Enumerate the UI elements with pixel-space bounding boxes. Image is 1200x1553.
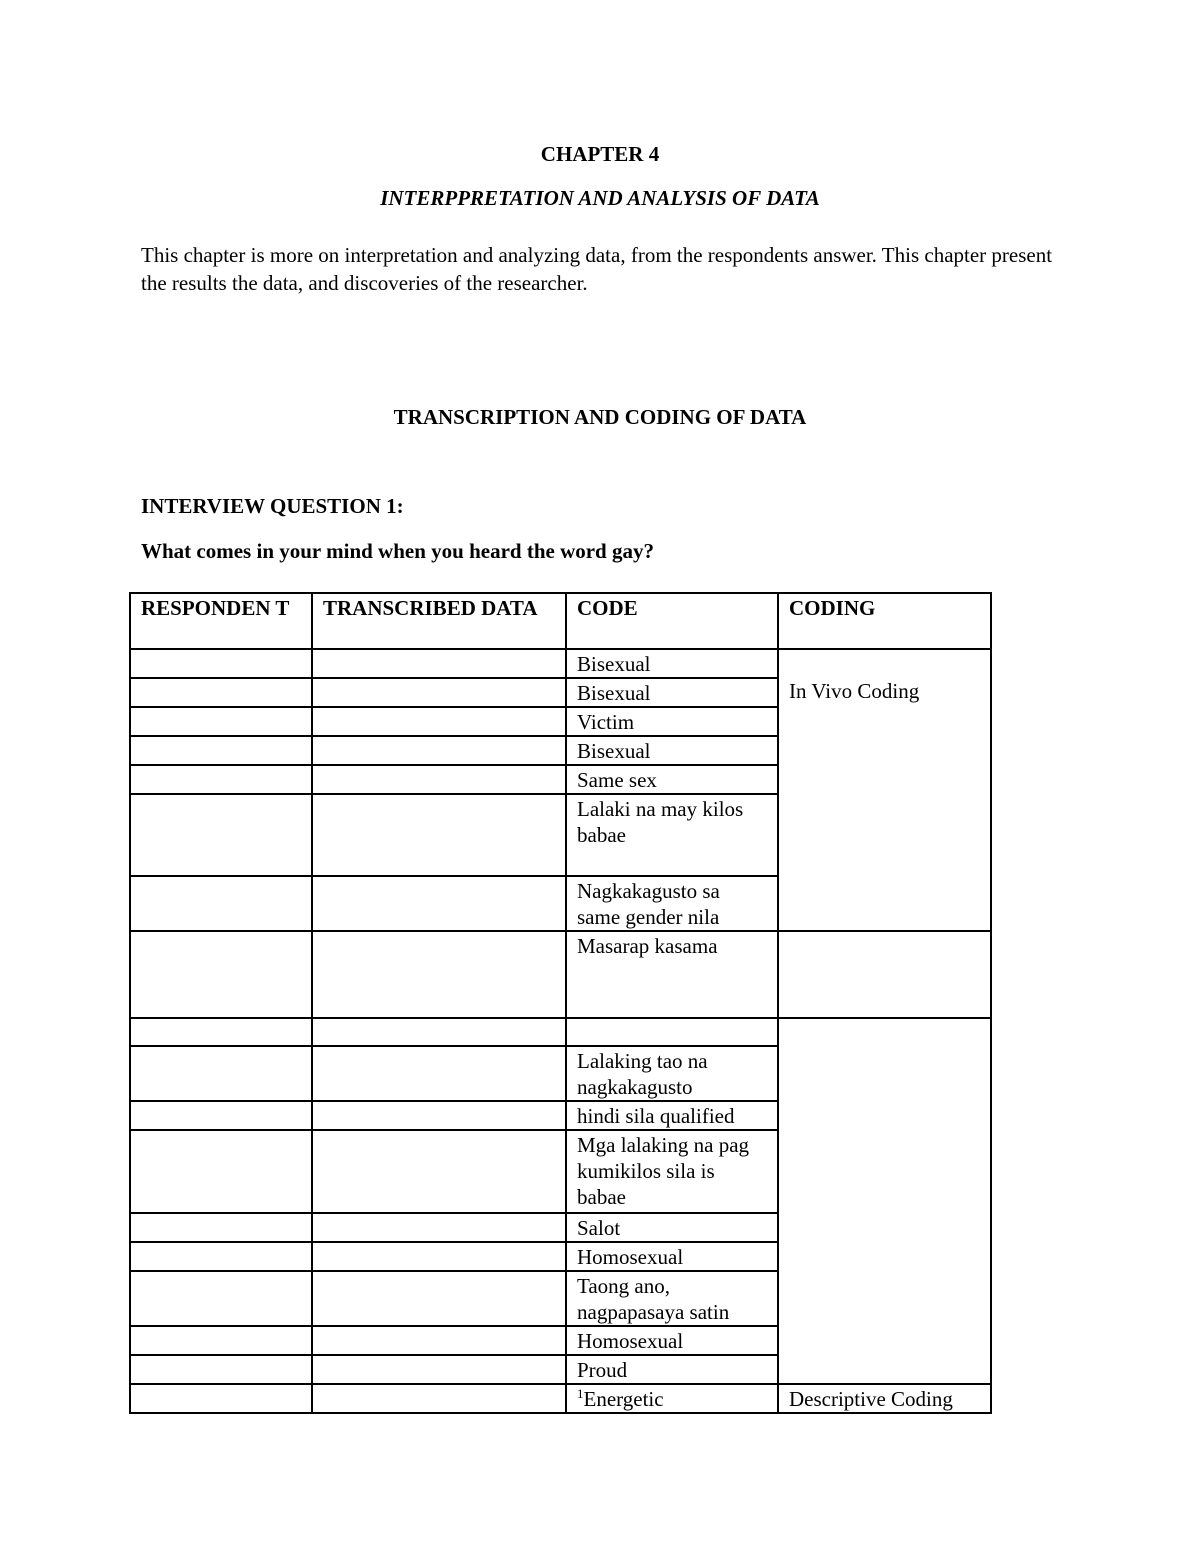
code-cell bbox=[566, 1018, 778, 1046]
respondent-cell bbox=[130, 876, 312, 931]
table-row bbox=[130, 931, 991, 1018]
respondent-cell bbox=[130, 1101, 312, 1130]
transcribed-cell bbox=[312, 1046, 566, 1101]
respondent-cell bbox=[130, 1018, 312, 1046]
transcribed-cell bbox=[312, 1213, 566, 1242]
header-coding: CODING bbox=[778, 593, 991, 649]
code-cell: Mga lalaking na pag kumikilos sila is babae bbox=[566, 1130, 778, 1213]
respondent-cell bbox=[130, 736, 312, 765]
transcribed-cell bbox=[312, 649, 566, 678]
transcribed-cell bbox=[312, 1326, 566, 1355]
transcribed-cell bbox=[312, 1355, 566, 1384]
respondent-cell bbox=[130, 678, 312, 707]
code-cell: Bisexual bbox=[566, 678, 778, 707]
transcribed-cell bbox=[312, 1018, 566, 1046]
code-cell: Lalaking tao na nagkakagusto bbox=[566, 1046, 778, 1101]
code-cell: Lalaki na may kilos babae bbox=[566, 794, 778, 876]
coding-cell bbox=[778, 1018, 991, 1384]
chapter-heading: CHAPTER 4 bbox=[540, 142, 660, 166]
table-row bbox=[130, 1384, 991, 1413]
respondent-cell bbox=[130, 1242, 312, 1271]
transcribed-cell bbox=[312, 736, 566, 765]
code-cell: Masarap kasama bbox=[566, 931, 778, 1018]
respondent-cell bbox=[130, 794, 312, 876]
code-cell: Homosexual bbox=[566, 1242, 778, 1271]
transcribed-cell bbox=[312, 1101, 566, 1130]
transcribed-cell bbox=[312, 765, 566, 794]
respondent-cell bbox=[130, 1384, 312, 1413]
coding-cell-in-vivo: In Vivo Coding bbox=[778, 649, 991, 931]
question-text: What comes in your mind when you heard the word gay? bbox=[141, 539, 654, 563]
code-cell: Nagkakagusto sa same gender nila bbox=[566, 876, 778, 931]
table-header-row bbox=[130, 593, 991, 649]
footnote-mark: 1 bbox=[577, 1386, 584, 1401]
question-label: INTERVIEW QUESTION 1: bbox=[141, 494, 404, 518]
code-cell: Bisexual bbox=[566, 649, 778, 678]
transcribed-cell bbox=[312, 1271, 566, 1326]
code-cell: hindi sila qualified bbox=[566, 1101, 778, 1130]
header-code: CODE bbox=[566, 593, 778, 649]
code-text: Energetic bbox=[583, 1387, 664, 1411]
code-cell: Same sex bbox=[566, 765, 778, 794]
coding-table bbox=[129, 592, 992, 1414]
header-transcribed-data: TRANSCRIBED DATA bbox=[312, 593, 566, 649]
respondent-cell bbox=[130, 1355, 312, 1384]
respondent-cell bbox=[130, 1271, 312, 1326]
transcribed-cell bbox=[312, 1130, 566, 1213]
respondent-cell bbox=[130, 649, 312, 678]
respondent-cell bbox=[130, 1130, 312, 1213]
transcribed-cell bbox=[312, 931, 566, 1018]
transcribed-cell bbox=[312, 1384, 566, 1413]
code-cell: Salot bbox=[566, 1213, 778, 1242]
respondent-cell bbox=[130, 707, 312, 736]
code-cell: Homosexual bbox=[566, 1326, 778, 1355]
section-title: TRANSCRIPTION AND CODING OF DATA bbox=[393, 405, 807, 429]
transcribed-cell bbox=[312, 678, 566, 707]
respondent-cell bbox=[130, 1213, 312, 1242]
transcribed-cell bbox=[312, 1242, 566, 1271]
code-cell: Proud bbox=[566, 1355, 778, 1384]
transcribed-cell bbox=[312, 876, 566, 931]
header-respondent: RESPONDEN T bbox=[130, 593, 312, 649]
code-cell: Victim bbox=[566, 707, 778, 736]
chapter-subtitle: INTERPPRETATION AND ANALYSIS OF DATA bbox=[380, 186, 820, 210]
coding-cell bbox=[778, 931, 991, 1018]
code-cell: Taong ano, nagpapasaya satin bbox=[566, 1271, 778, 1326]
coding-cell-descriptive: Descriptive Coding bbox=[778, 1384, 991, 1413]
table-row bbox=[130, 1018, 991, 1046]
intro-paragraph: This chapter is more on interpretation and analyzing data, from the respondents answer. This chapter present the results the data, and discoveries of the researcher. bbox=[141, 243, 1053, 295]
respondent-cell bbox=[130, 1326, 312, 1355]
respondent-cell bbox=[130, 765, 312, 794]
respondent-cell bbox=[130, 1046, 312, 1101]
transcribed-cell bbox=[312, 707, 566, 736]
transcribed-cell bbox=[312, 794, 566, 876]
code-cell: Bisexual bbox=[566, 736, 778, 765]
table-row bbox=[130, 649, 991, 678]
code-cell bbox=[566, 1384, 778, 1413]
respondent-cell bbox=[130, 931, 312, 1018]
